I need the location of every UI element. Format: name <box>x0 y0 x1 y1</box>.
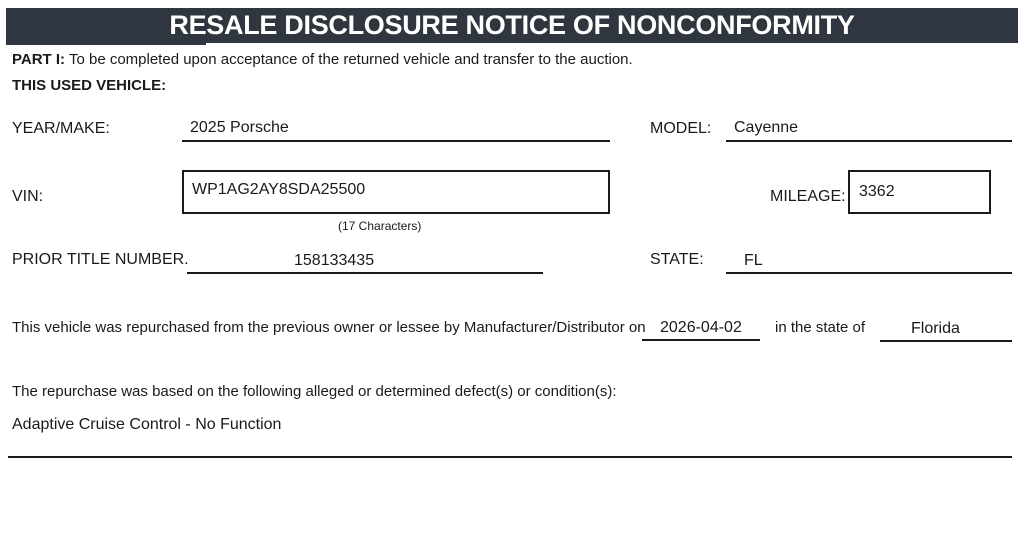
state-line <box>726 272 1012 274</box>
defects-line <box>8 456 1012 458</box>
title-bar <box>6 8 1018 43</box>
part1-instruction <box>12 51 633 68</box>
prior-title-value[interactable]: 158133435 <box>294 252 375 269</box>
vin-note: (17 Characters) <box>338 219 422 233</box>
state-label: STATE: <box>650 251 704 268</box>
prior-title-line <box>187 272 543 274</box>
part1-label: PART I: <box>12 51 66 68</box>
mileage-box[interactable] <box>848 170 991 214</box>
defects-text: The repurchase was based on the following alleged or determined defect(s) or condition(s): <box>12 383 617 400</box>
title-underline <box>6 43 206 45</box>
repurchase-state-line <box>880 340 1012 342</box>
vin-box[interactable] <box>182 170 610 214</box>
vin-label: VIN: <box>12 188 44 205</box>
year-make-value[interactable]: 2025 Porsche <box>190 119 289 136</box>
prior-title-label: PRIOR TITLE NUMBER. <box>12 251 189 268</box>
year-make-label: YEAR/MAKE: <box>12 120 110 137</box>
repurchase-state-value[interactable]: Florida <box>911 320 960 337</box>
vin-value: WP1AG2AY8SDA25500 <box>192 181 366 198</box>
part1-text: To be completed upon acceptance of the returned vehicle and transfer to the auction. <box>68 51 633 68</box>
part1-subheading: THIS USED VEHICLE: <box>12 77 167 94</box>
form-title: RESALE DISCLOSURE NOTICE OF NONCONFORMITY <box>169 10 855 40</box>
year-make-line <box>182 140 610 142</box>
model-label: MODEL: <box>650 120 712 137</box>
defects-value[interactable]: Adaptive Cruise Control - No Function <box>12 416 282 433</box>
repurchase-date[interactable]: 2026-04-02 <box>660 319 742 336</box>
model-value[interactable]: Cayenne <box>734 119 799 136</box>
repurchase-state-text: in the state of <box>775 319 866 336</box>
state-value[interactable]: FL <box>744 252 763 269</box>
model-line <box>726 140 1012 142</box>
mileage-label: MILEAGE: <box>770 188 846 205</box>
mileage-value: 3362 <box>859 183 895 200</box>
repurchase-date-line <box>642 339 760 341</box>
repurchase-text: This vehicle was repurchased from the previous owner or lessee by Manufacturer/Distributor on <box>12 319 646 336</box>
